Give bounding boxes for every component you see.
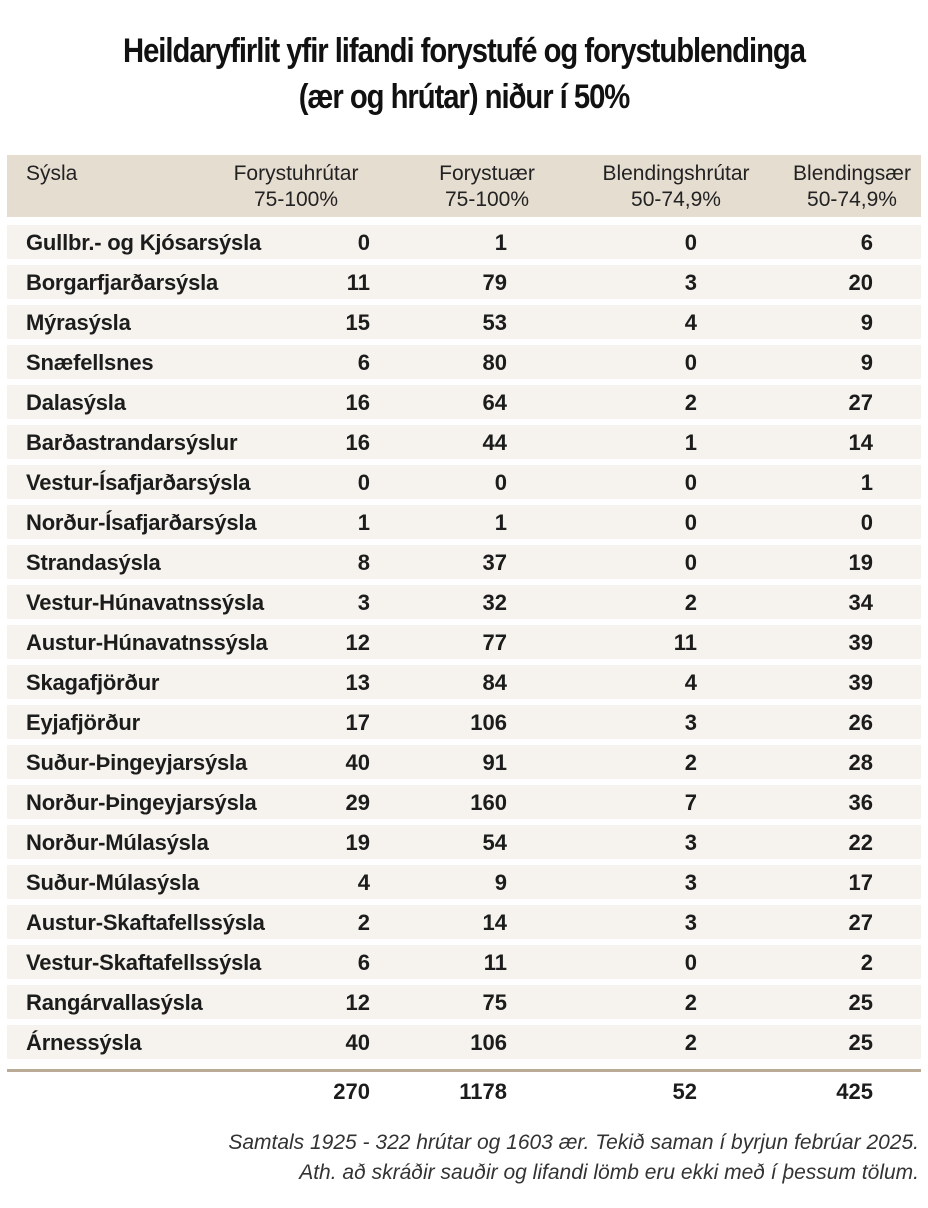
- blendingshrutar-value: 4: [684, 310, 697, 335]
- county-name: Barðastrandarsýslur: [26, 430, 238, 455]
- blendingshrutar-value: 0: [684, 950, 697, 975]
- forystuhrutar-value: 11: [346, 270, 370, 295]
- forystuhrutar-value: 12: [345, 990, 370, 1015]
- table-row: [7, 505, 921, 539]
- page-title: [65, 28, 863, 120]
- forystuhrutar-value: 6: [357, 950, 370, 975]
- blendingshrutar-value: 3: [684, 910, 697, 935]
- forystuaer-value: 44: [482, 430, 507, 455]
- total-blendingsaer: 425: [836, 1079, 873, 1104]
- header-sysla-label: Sýsla: [26, 162, 78, 185]
- table-row: [7, 385, 921, 419]
- blendingshrutar-value: 3: [684, 830, 697, 855]
- header-forystuhrutar-label: Forystuhrútar: [233, 162, 359, 185]
- total-blendingshrutar: 52: [672, 1079, 697, 1104]
- table-row: [7, 945, 921, 979]
- forystuaer-value: 77: [482, 630, 507, 655]
- county-name: Vestur-Ísafjarðarsýsla: [26, 470, 251, 495]
- header-forystuaer-label: Forystuær: [439, 162, 535, 185]
- forystuhrutar-value: 16: [345, 390, 370, 415]
- blendingsaer-value: 27: [848, 390, 873, 415]
- table-row: [7, 545, 921, 579]
- blendingshrutar-value: 3: [684, 710, 697, 735]
- blendingshrutar-value: 0: [684, 470, 697, 495]
- total-forystuaer: 1178: [459, 1079, 507, 1104]
- blendingsaer-value: 2: [860, 950, 873, 975]
- blendingshrutar-value: 4: [684, 670, 697, 695]
- county-name: Dalasýsla: [26, 390, 126, 415]
- forystuaer-value: 11: [483, 950, 507, 975]
- blendingsaer-value: 9: [860, 350, 873, 375]
- blendingshrutar-value: 3: [684, 270, 697, 295]
- forystuaer-value: 75: [482, 990, 507, 1015]
- county-name: Suður-Þingeyjarsýsla: [26, 750, 247, 775]
- header-forystuhrutar: [222, 161, 370, 213]
- footnote-line-2: Ath. að skráðir sauðir og lifandi lömb eru ekki með í þessum tölum.: [299, 1161, 919, 1184]
- table-row: [7, 745, 921, 779]
- header-blendingsaer-label: Blendingsær: [793, 162, 911, 185]
- table-row: [7, 305, 921, 339]
- forystuaer-value: 160: [470, 790, 507, 815]
- title-line-2: (ær og hrútar) niður í 50%: [298, 78, 630, 116]
- county-name: Norður-Múlasýsla: [26, 830, 209, 855]
- forystuhrutar-value: 3: [357, 590, 370, 615]
- table-row: [7, 705, 921, 739]
- blendingsaer-value: 1: [860, 470, 873, 495]
- totals-row: [7, 1074, 921, 1108]
- county-name: Norður-Ísafjarðarsýsla: [26, 510, 257, 535]
- forystuaer-value: 53: [482, 310, 507, 335]
- blendingshrutar-value: 0: [684, 350, 697, 375]
- header-blendingsaer: [784, 161, 920, 213]
- blendingsaer-value: 27: [848, 910, 873, 935]
- table-row: [7, 225, 921, 259]
- forystuhrutar-value: 40: [345, 750, 370, 775]
- blendingsaer-value: 17: [848, 870, 873, 895]
- blendingsaer-value: 0: [860, 510, 873, 535]
- header-forystuaer: [427, 161, 547, 213]
- forystuaer-value: 106: [470, 1030, 507, 1055]
- header-forystuhrutar-sub: 75-100%: [253, 188, 339, 211]
- forystuhrutar-value: 17: [345, 710, 370, 735]
- blendingshrutar-value: 2: [684, 990, 697, 1015]
- forystuhrutar-value: 6: [357, 350, 370, 375]
- forystuaer-value: 37: [482, 550, 507, 575]
- county-name: Mýrasýsla: [26, 310, 131, 335]
- county-name: Vestur-Húnavatnssýsla: [26, 590, 264, 615]
- county-name: Árnessýsla: [26, 1030, 142, 1055]
- blendingshrutar-value: 11: [673, 630, 697, 655]
- forystuhrutar-value: 0: [357, 230, 370, 255]
- forystuaer-value: 0: [494, 470, 507, 495]
- table-row: [7, 585, 921, 619]
- blendingsaer-value: 25: [848, 1030, 873, 1055]
- forystuaer-value: 32: [482, 590, 507, 615]
- blendingsaer-value: 36: [848, 790, 873, 815]
- blendingshrutar-value: 0: [684, 510, 697, 535]
- forystuaer-value: 1: [494, 510, 507, 535]
- county-name: Skagafjörður: [26, 670, 160, 695]
- total-forystuhrutar: 270: [333, 1079, 370, 1104]
- forystuaer-value: 84: [482, 670, 507, 695]
- forystuaer-value: 79: [482, 270, 507, 295]
- blendingsaer-value: 34: [848, 590, 873, 615]
- forystuaer-value: 14: [482, 910, 507, 935]
- forystuhrutar-value: 19: [345, 830, 370, 855]
- header-blendingshrutar-label: Blendingshrútar: [602, 162, 750, 185]
- county-name: Gullbr.- og Kjósarsýsla: [26, 230, 262, 255]
- table-row: [7, 785, 921, 819]
- blendingsaer-value: 6: [860, 230, 873, 255]
- county-name: Strandasýsla: [26, 550, 161, 575]
- forystuhrutar-value: 29: [345, 790, 370, 815]
- forystuaer-value: 64: [482, 390, 507, 415]
- table-row: [7, 985, 921, 1019]
- totals-divider: [7, 1069, 921, 1072]
- table-row: [7, 345, 921, 379]
- forystuhrutar-value: 12: [345, 630, 370, 655]
- forystuhrutar-value: 1: [357, 510, 370, 535]
- blendingsaer-value: 25: [848, 990, 873, 1015]
- footnote: [228, 1128, 919, 1188]
- blendingsaer-value: 26: [848, 710, 873, 735]
- forystuhrutar-value: 40: [345, 1030, 370, 1055]
- blendingsaer-value: 39: [848, 670, 873, 695]
- footnote-line-1: Samtals 1925 - 322 hrútar og 1603 ær. Tekið saman í byrjun febrúar 2025.: [228, 1131, 919, 1154]
- forystuhrutar-value: 16: [345, 430, 370, 455]
- forystuaer-value: 9: [494, 870, 507, 895]
- county-name: Snæfellsnes: [26, 350, 154, 375]
- title-line-1: Heildaryfirlit yfir lifandi forystufé og forystublendinga: [122, 32, 806, 70]
- county-name: Eyjafjörður: [26, 710, 140, 735]
- forystuhrutar-value: 15: [345, 310, 370, 335]
- county-name: Austur-Skaftafellssýsla: [26, 910, 265, 935]
- forystuhrutar-value: 8: [357, 550, 370, 575]
- forystuaer-value: 1: [494, 230, 507, 255]
- header-blendingshrutar-sub: 50-74,9%: [631, 188, 721, 211]
- blendingshrutar-value: 1: [684, 430, 697, 455]
- forystuaer-value: 80: [482, 350, 507, 375]
- table-row: [7, 865, 921, 899]
- county-name: Rangárvallasýsla: [26, 990, 203, 1015]
- blendingsaer-value: 39: [848, 630, 873, 655]
- table-row: [7, 1025, 921, 1059]
- county-name: Vestur-Skaftafellssýsla: [26, 950, 262, 975]
- blendingshrutar-value: 2: [684, 1030, 697, 1055]
- forystuhrutar-value: 0: [357, 470, 370, 495]
- blendingsaer-value: 22: [848, 830, 873, 855]
- blendingshrutar-value: 0: [684, 230, 697, 255]
- county-name: Borgarfjarðarsýsla: [26, 270, 219, 295]
- blendingsaer-value: 19: [848, 550, 873, 575]
- blendingsaer-value: 28: [848, 750, 873, 775]
- blendingsaer-value: 20: [848, 270, 873, 295]
- forystuaer-value: 106: [470, 710, 507, 735]
- forystuhrutar-value: 13: [345, 670, 370, 695]
- blendingshrutar-value: 2: [684, 590, 697, 615]
- blendingshrutar-value: 2: [684, 750, 697, 775]
- table-row: [7, 625, 921, 659]
- blendingsaer-value: 9: [860, 310, 873, 335]
- table-row: [7, 905, 921, 939]
- table-row: [7, 265, 921, 299]
- header-sysla: [26, 161, 77, 187]
- county-name: Austur-Húnavatnssýsla: [26, 630, 268, 655]
- county-name: Norður-Þingeyjarsýsla: [26, 790, 257, 815]
- county-name: Suður-Múlasýsla: [26, 870, 200, 895]
- table-header: [7, 155, 921, 217]
- header-forystuaer-sub: 75-100%: [444, 188, 530, 211]
- table-row: [7, 425, 921, 459]
- table-row: [7, 665, 921, 699]
- forystuhrutar-value: 2: [357, 910, 370, 935]
- blendingsaer-value: 14: [848, 430, 873, 455]
- forystuaer-value: 54: [482, 830, 507, 855]
- blendingshrutar-value: 2: [684, 390, 697, 415]
- blendingshrutar-value: 7: [684, 790, 697, 815]
- header-blendingshrutar: [590, 161, 762, 213]
- header-blendingsaer-sub: 50-74,9%: [807, 188, 897, 211]
- table-row: [7, 825, 921, 859]
- blendingshrutar-value: 3: [684, 870, 697, 895]
- forystuhrutar-value: 4: [357, 870, 370, 895]
- forystuaer-value: 91: [482, 750, 507, 775]
- blendingshrutar-value: 0: [684, 550, 697, 575]
- table-row: [7, 465, 921, 499]
- table-body: [7, 225, 921, 1065]
